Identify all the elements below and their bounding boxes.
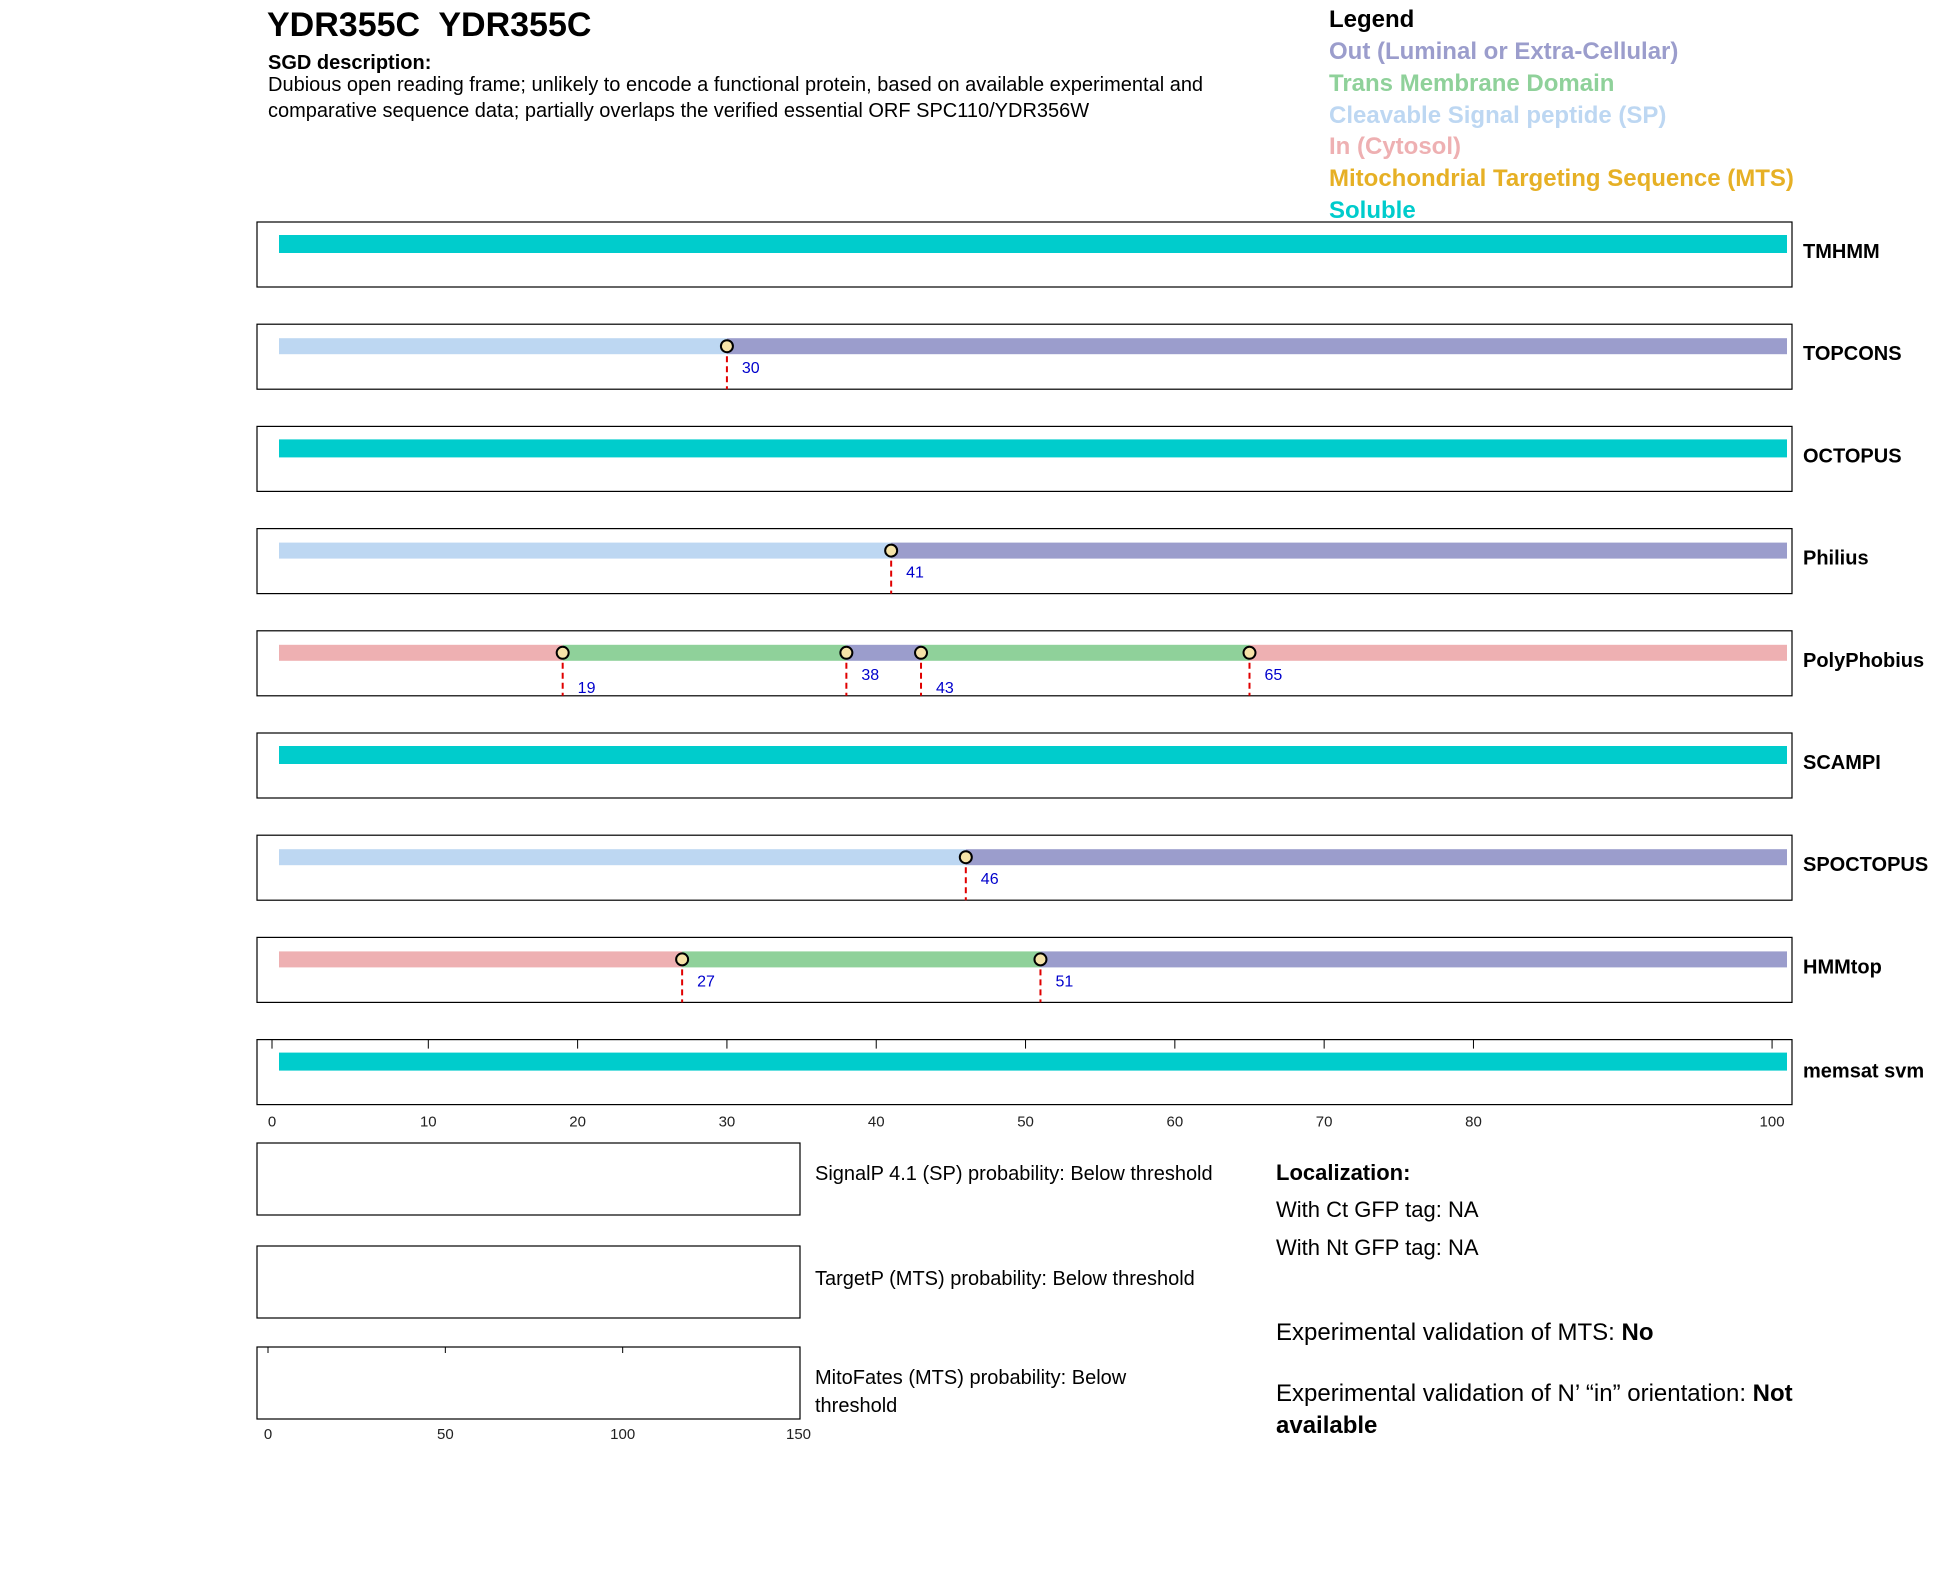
track-name-scampi: SCAMPI [1803, 752, 1881, 774]
boundary-label-spoctopus-46: 46 [980, 871, 999, 889]
segment-octopus-0 [279, 439, 1787, 457]
segment-topcons-0 [279, 338, 727, 354]
boundary-label-polyphobius-38: 38 [861, 666, 880, 684]
sgd-description-text: Dubious open reading frame; unlikely to encode a functional protein, based on available experimental and comparative sequence data; partially overlaps the verified essential ORF SPC110/YDR356W [268, 74, 1204, 122]
boundary-marker-polyphobius-43 [915, 647, 927, 659]
orientation-validation-value: Not available [1276, 1380, 1793, 1439]
gene-title: YDR355C YDR355C [267, 6, 592, 44]
legend-item-tm: Trans Membrane Domain [1329, 69, 1615, 97]
x-tick-label-20: 20 [569, 1113, 586, 1131]
ct-gfp-text: With Ct GFP tag: NA [1276, 1197, 1479, 1222]
track-frame-spoctopus [257, 835, 1792, 900]
legend-item-soluble: Soluble [1329, 196, 1416, 224]
track-frame-memsat-svm [257, 1040, 1792, 1105]
orientation-validation-label: Experimental validation of N’ “in” orientation: [1276, 1380, 1753, 1407]
track-frame-scampi [257, 733, 1792, 798]
prob-tick-label-150: 150 [786, 1426, 812, 1443]
track-name-memsat-svm: memsat svm [1803, 1060, 1925, 1083]
boundary-marker-polyphobius-65 [1243, 647, 1255, 659]
x-tick-label-40: 40 [867, 1113, 885, 1131]
track-name-philius: Philius [1803, 547, 1869, 570]
prob-tick-label-100: 100 [610, 1426, 636, 1443]
mts-validation [1276, 1318, 1653, 1348]
boundary-marker-spoctopus-46 [960, 851, 972, 863]
boundary-label-polyphobius-65: 65 [1264, 666, 1283, 684]
boundary-label-polyphobius-43: 43 [936, 679, 954, 697]
boundary-label-polyphobius-19: 19 [577, 679, 596, 697]
segment-spoctopus-0 [279, 849, 966, 865]
segment-memsat-svm-0 [279, 1053, 1787, 1071]
segment-polyphobius-3 [921, 645, 1249, 661]
track-name-hmmtop: HMMtop [1803, 956, 1882, 979]
x-tick-label-80: 80 [1465, 1113, 1482, 1131]
boundary-label-philius-41: 41 [906, 564, 924, 582]
segment-polyphobius-4 [1249, 645, 1787, 661]
boundary-marker-philius-41 [885, 545, 897, 557]
x-tick-label-0: 0 [267, 1113, 277, 1131]
x-tick-label-100: 100 [1759, 1113, 1785, 1131]
boundary-marker-hmmtop-27 [676, 953, 688, 965]
track-name-polyphobius: PolyPhobius [1803, 649, 1925, 672]
prob-panel-signalp-4-1 [257, 1143, 800, 1215]
segment-scampi-0 [279, 746, 1787, 764]
segment-philius-0 [279, 543, 891, 559]
prob-tick-label-50: 50 [436, 1426, 454, 1443]
legend-title: Legend [1329, 6, 1415, 33]
segment-philius-1 [891, 543, 1787, 559]
track-name-topcons: TOPCONS [1803, 343, 1902, 366]
track-frame-octopus [257, 426, 1792, 491]
x-tick-label-30: 30 [718, 1113, 736, 1131]
legend-item-mts: Mitochondrial Targeting Sequence (MTS) [1329, 165, 1794, 193]
boundary-marker-topcons-30 [721, 340, 733, 352]
x-tick-label-10: 10 [419, 1113, 437, 1131]
track-name-octopus: OCTOPUS [1803, 445, 1902, 468]
segment-hmmtop-0 [279, 951, 682, 967]
segment-polyphobius-1 [563, 645, 847, 661]
mts-validation-value: No [1621, 1319, 1654, 1346]
track-frame-polyphobius [257, 631, 1792, 696]
targetp-label: TargetP (MTS) probability: Below threshold [815, 1268, 1195, 1290]
track-frame-hmmtop [257, 937, 1792, 1002]
prob-panel-mitofates [257, 1347, 800, 1419]
legend-item-in: In (Cytosol) [1329, 133, 1461, 161]
boundary-marker-polyphobius-19 [557, 647, 569, 659]
x-tick-label-60: 60 [1166, 1113, 1184, 1131]
sgd-description-heading: SGD description: [268, 52, 432, 74]
x-tick-label-70: 70 [1315, 1113, 1333, 1131]
segment-polyphobius-2 [846, 645, 921, 661]
prob-panel-targetp [257, 1246, 800, 1318]
boundary-marker-hmmtop-51 [1034, 953, 1046, 965]
track-frame-philius [257, 529, 1792, 594]
legend-item-out: Out (Luminal or Extra-Cellular) [1329, 38, 1679, 65]
segment-topcons-1 [727, 338, 1787, 354]
nt-gfp-text: With Nt GFP tag: NA [1276, 1235, 1479, 1260]
segment-hmmtop-1 [682, 951, 1040, 967]
track-frame-tmhmm [257, 222, 1792, 287]
signalp-label: SignalP 4.1 (SP) probability: Below threshold [815, 1163, 1213, 1185]
segment-polyphobius-0 [279, 645, 563, 661]
orientation-validation [1276, 1378, 1876, 1442]
segment-hmmtop-2 [1040, 951, 1787, 967]
track-name-spoctopus: SPOCTOPUS [1803, 854, 1929, 877]
legend-item-sp: Cleavable Signal peptide (SP) [1329, 101, 1667, 129]
x-tick-label-50: 50 [1017, 1113, 1034, 1131]
localization-heading: Localization: [1276, 1160, 1411, 1185]
track-name-tmhmm: TMHMM [1803, 241, 1880, 263]
boundary-label-hmmtop-27: 27 [697, 973, 715, 991]
segment-tmhmm-0 [279, 235, 1787, 253]
boundary-marker-polyphobius-38 [840, 647, 852, 659]
mitofates-label: MitoFates (MTS) probability: Below threshold [815, 1367, 1127, 1417]
mts-validation-label: Experimental validation of MTS: [1276, 1319, 1622, 1346]
boundary-label-hmmtop-51: 51 [1055, 973, 1074, 991]
prob-tick-label-0: 0 [263, 1426, 273, 1443]
boundary-label-topcons-30: 30 [741, 360, 760, 378]
track-frame-topcons [257, 324, 1792, 389]
segment-spoctopus-1 [966, 849, 1787, 865]
